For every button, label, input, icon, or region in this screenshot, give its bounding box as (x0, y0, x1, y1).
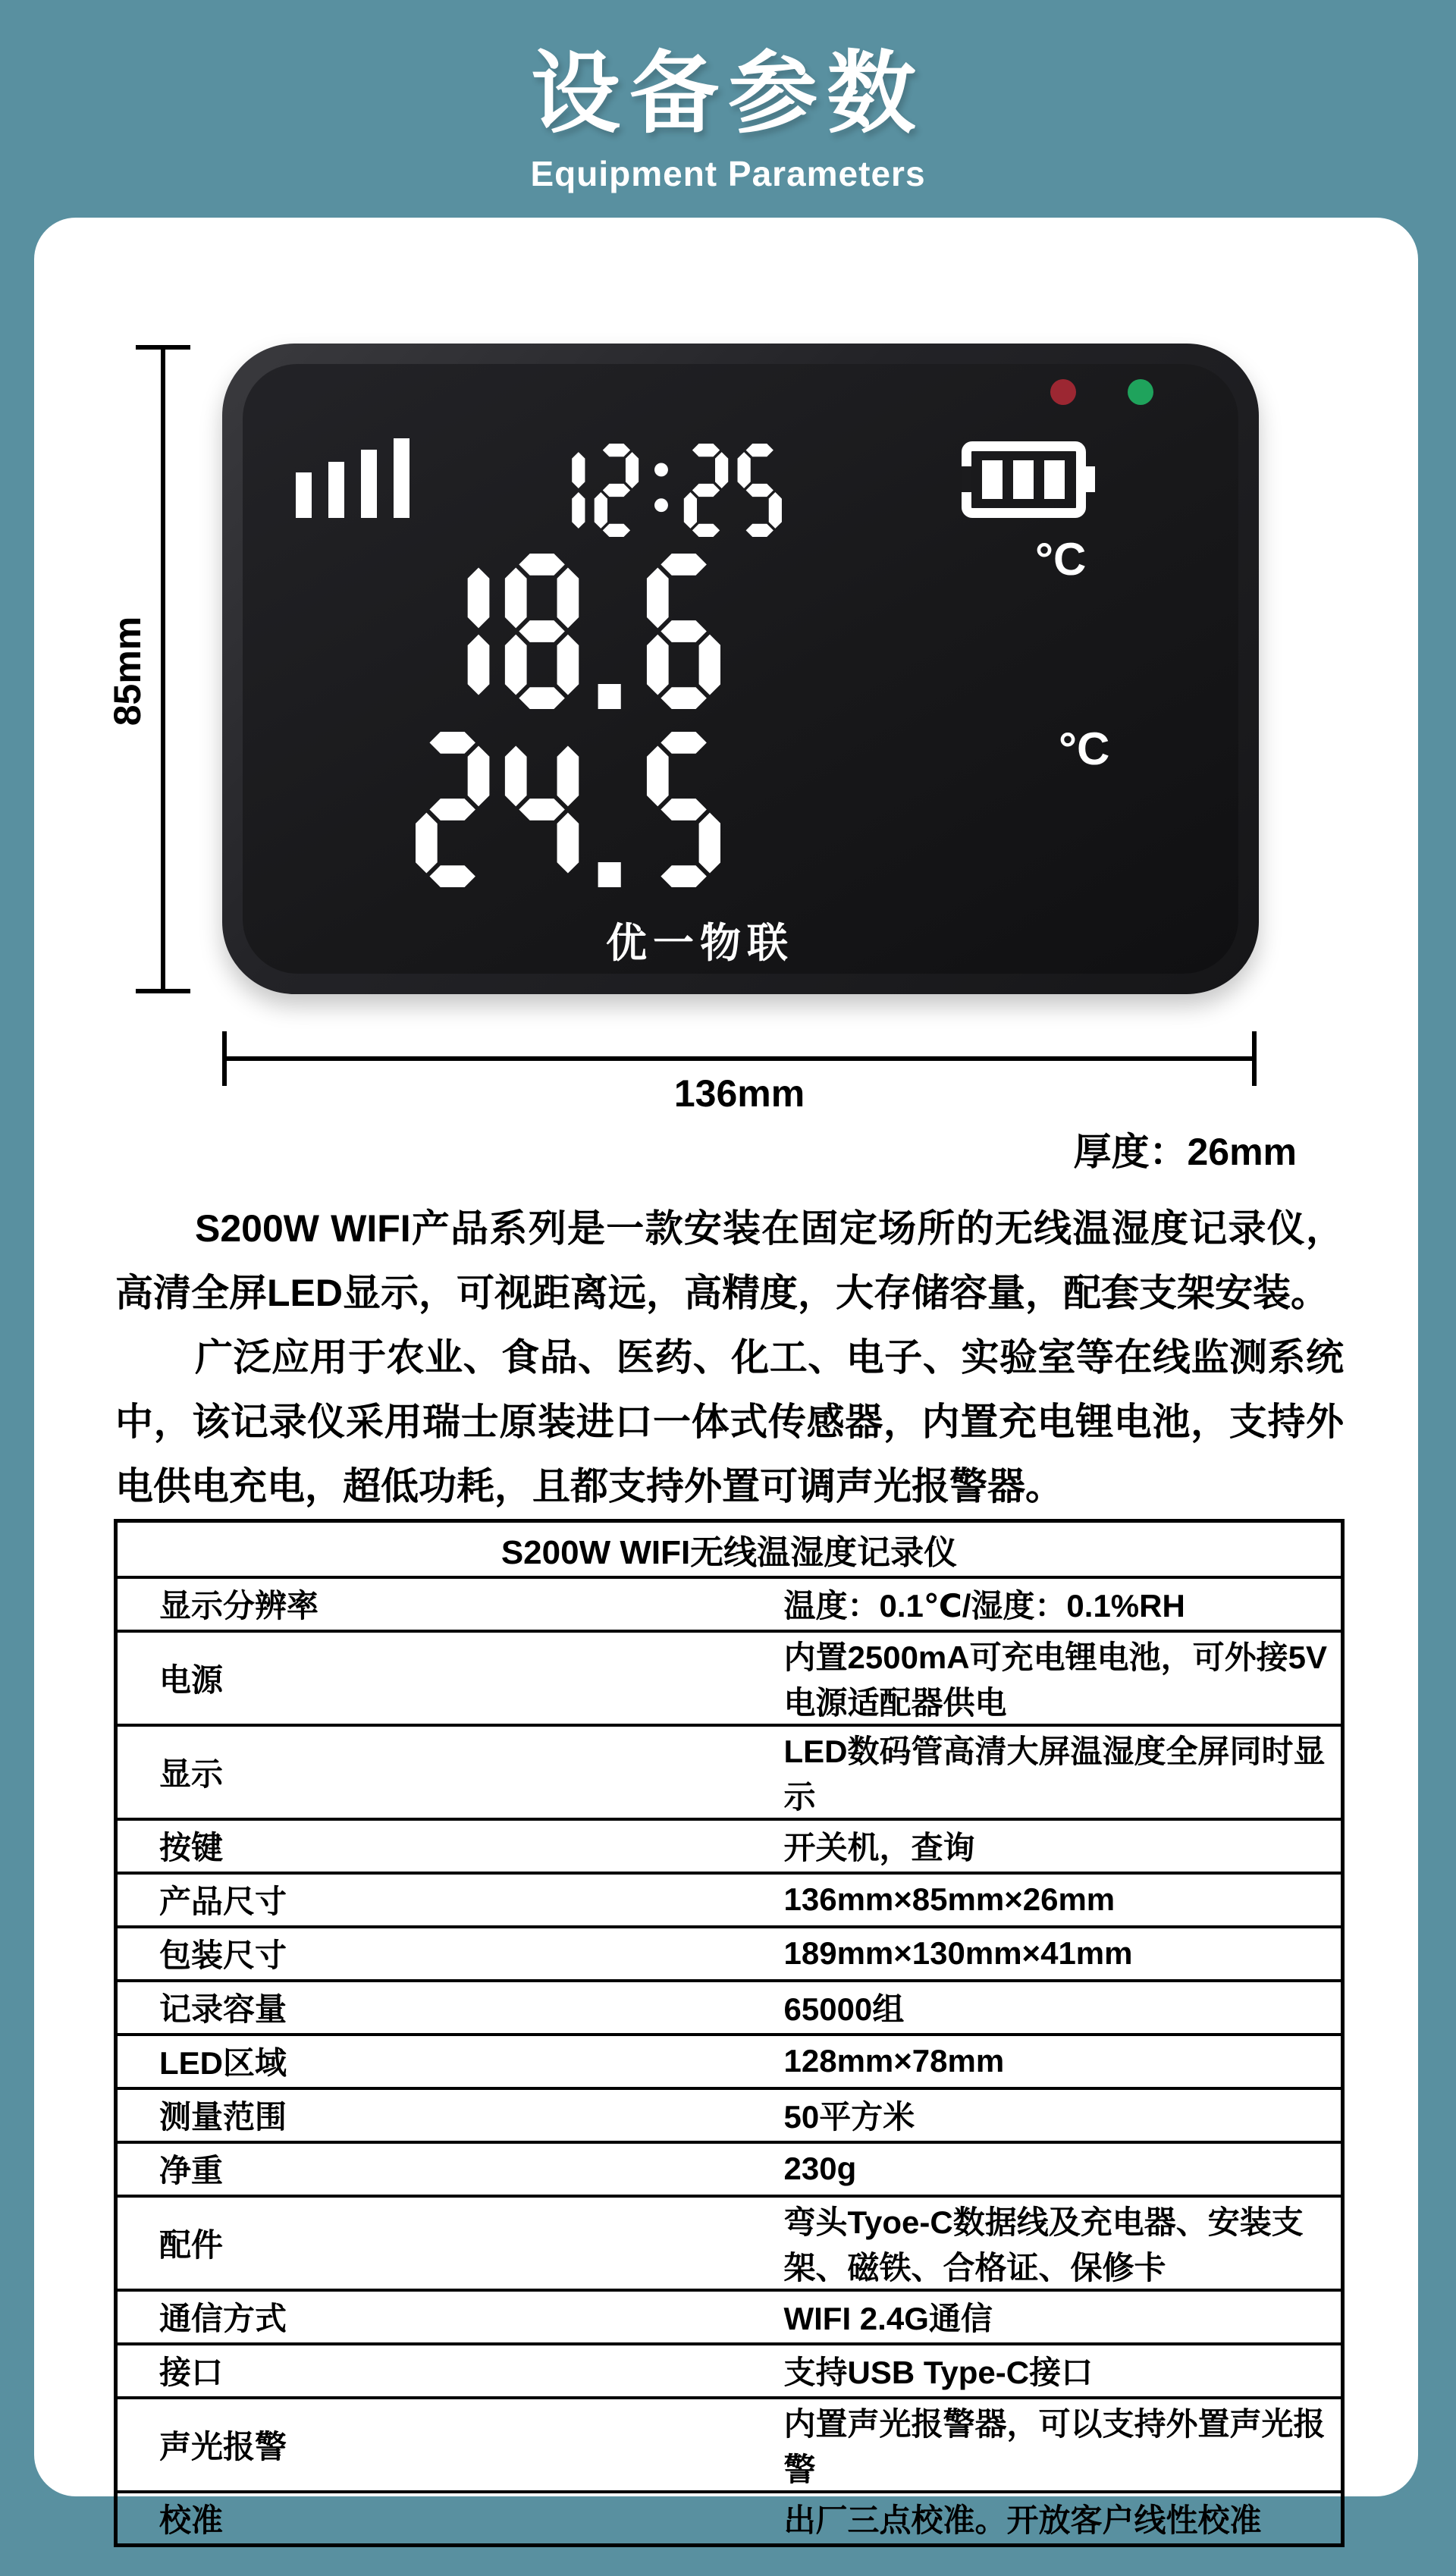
spec-value-cell: 弯头Tyoe-C数据线及充电器、安装支架、磁铁、合格证、保修卡 (730, 2196, 1343, 2290)
table-row (116, 2035, 1343, 2088)
spec-table (114, 1519, 1345, 2547)
width-dimension-label: 136mm (673, 1072, 805, 1115)
table-row (116, 1819, 1343, 1873)
table-row (116, 2196, 1343, 2290)
spec-value-cell: 开关机，查询 (730, 1819, 1343, 1873)
table-row (116, 2142, 1343, 2196)
page-title: 设备参数 (530, 44, 925, 144)
spec-table-header-row (116, 1521, 1343, 1577)
spec-label-cell: 接口 (116, 2344, 730, 2398)
spec-value-cell: 温度：0.1℃/湿度：0.1%RH (730, 1577, 1343, 1631)
spec-label-cell: 显示 (116, 1725, 730, 1819)
table-row (116, 2088, 1343, 2142)
spec-label-cell: LED区域 (116, 2035, 730, 2088)
humidity-unit: °C (1059, 723, 1110, 774)
time-display (541, 444, 782, 537)
temperature-unit: °C (1035, 534, 1087, 585)
table-row (116, 1927, 1343, 1981)
spec-value-cell: 支持USB Type-C接口 (730, 2344, 1343, 2398)
spec-label-cell: 产品尺寸 (116, 1873, 730, 1927)
humidity-display (416, 732, 720, 887)
spec-label-cell: 声光报警 (116, 2398, 730, 2492)
spec-value-cell: 内置声光报警器，可以支持外置声光报警 (730, 2398, 1343, 2492)
table-row (116, 2290, 1343, 2344)
table-row (116, 2492, 1343, 2546)
battery-icon (962, 441, 1086, 518)
product-card (34, 218, 1418, 2538)
spec-value-cell: 189mm×130mm×41mm (730, 1927, 1343, 1981)
spec-label-cell: 电源 (116, 1631, 730, 1725)
spec-label-cell: 记录容量 (116, 1981, 730, 2035)
page-subtitle: Equipment Parameters (530, 154, 926, 193)
green-led-indicator (1128, 379, 1153, 405)
spec-label-cell: 显示分辨率 (116, 1577, 730, 1631)
table-row (116, 2398, 1343, 2492)
description-paragraph-2: 广泛应用于农业、食品、医药、化工、电子、实验室等在线监测系统中，该记录仪采用瑞士原装进口一体式传感器，内置充电锂电池，支持外电供电充电，超低功耗，且都支持外置可调声光报警器。 (115, 1336, 1344, 1508)
spec-label-cell: 按键 (116, 1819, 730, 1873)
spec-value-cell: LED数码管高清大屏温湿度全屏同时显示 (730, 1725, 1343, 1819)
spec-value-cell: 65000组 (730, 1981, 1343, 2035)
height-dimension-cap-top (136, 345, 190, 350)
table-row (116, 1873, 1343, 1927)
spec-label-cell: 净重 (116, 2142, 730, 2196)
spec-table-body (116, 1577, 1343, 2546)
table-row (116, 1577, 1343, 1631)
spec-value-cell: 内置2500mA可充电锂电池，可外接5V电源适配器供电 (730, 1631, 1343, 1725)
spec-value-cell: 出厂三点校准。开放客户线性校准 (730, 2492, 1343, 2546)
height-dimension-line (161, 345, 165, 993)
table-row (116, 2344, 1343, 2398)
spec-value-cell: WIFI 2.4G通信 (730, 2290, 1343, 2344)
temperature-display (416, 554, 720, 709)
spec-label-cell: 校准 (116, 2492, 730, 2546)
table-row (116, 1725, 1343, 1819)
spec-label-cell: 配件 (116, 2196, 730, 2290)
spec-table-title: S200W WIFI无线温湿度记录仪 (116, 1521, 1343, 1577)
battery-nub (1086, 466, 1095, 492)
spec-value-cell: 136mm×85mm×26mm (730, 1873, 1343, 1927)
product-description (115, 1197, 1344, 1519)
spec-value-cell: 50平方米 (730, 2088, 1343, 2142)
battery-notch (962, 466, 971, 492)
signal-bars-icon (296, 438, 410, 518)
spec-value-cell: 230g (730, 2142, 1343, 2196)
spec-label-cell: 测量范围 (116, 2088, 730, 2142)
spec-label-cell: 通信方式 (116, 2290, 730, 2344)
spec-label-cell: 包装尺寸 (116, 1927, 730, 1981)
description-paragraph-1: S200W WIFI产品系列是一款安装在固定场所的无线温湿度记录仪，高清全屏LED显示，可视距离远，高精度，大存储容量，配套支架安装。 (115, 1207, 1344, 1314)
width-dimension-line (222, 1056, 1257, 1061)
brand-text: 优一物联 (606, 921, 794, 966)
table-row (116, 1631, 1343, 1725)
height-dimension-cap-bottom (136, 989, 190, 993)
spec-value-cell: 128mm×78mm (730, 2035, 1343, 2088)
height-dimension-label: 85mm (106, 616, 149, 726)
table-row (116, 1981, 1343, 2035)
thickness-label: 厚度：26mm (1073, 1131, 1297, 1173)
device-front-view (222, 344, 1259, 994)
red-led-indicator (1050, 379, 1076, 405)
